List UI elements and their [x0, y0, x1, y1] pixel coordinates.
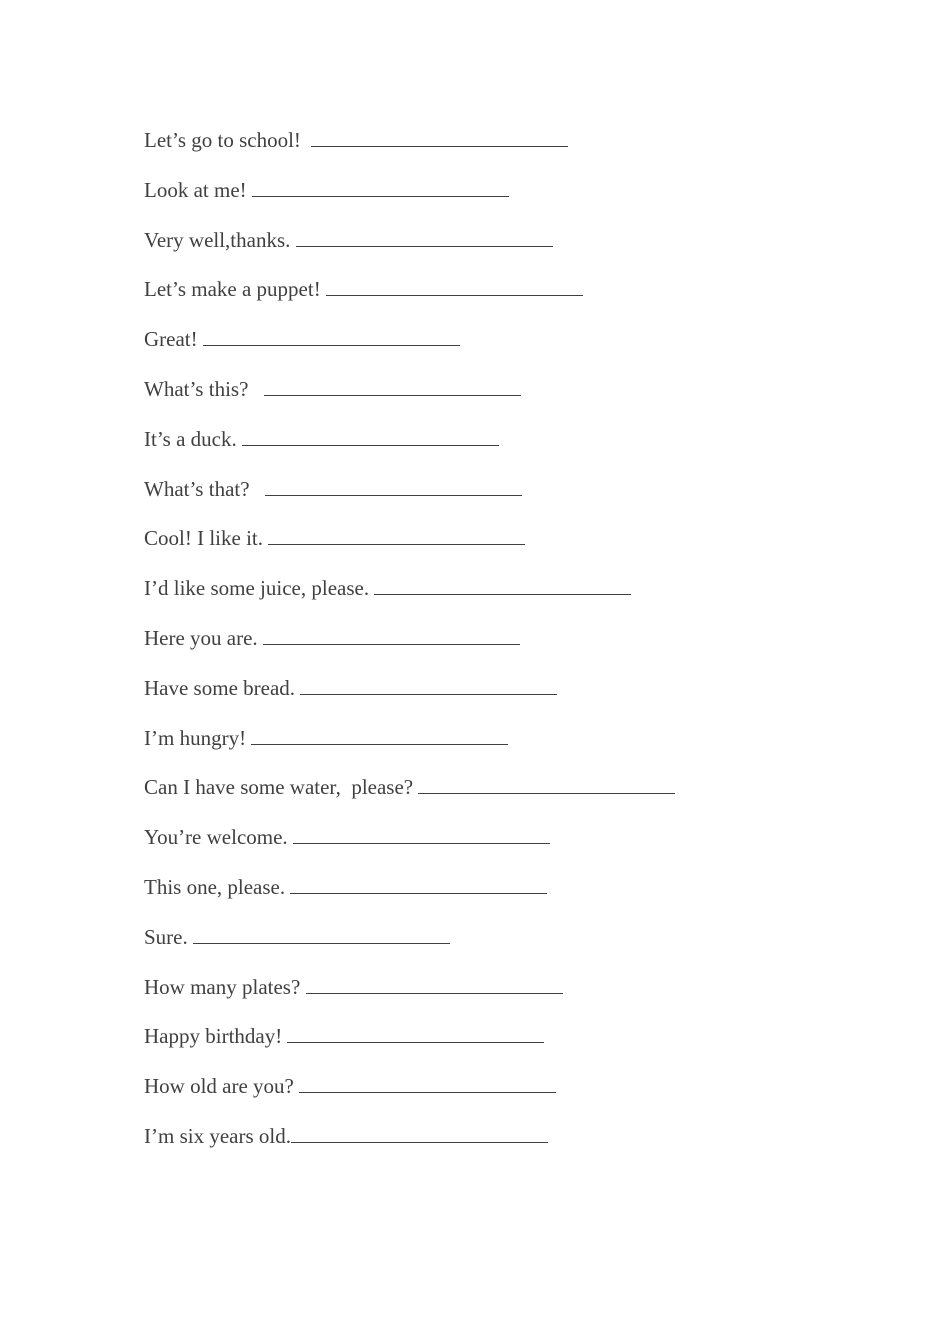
prompt-text: It’s a duck.	[144, 426, 237, 451]
exercise-line	[144, 273, 864, 323]
exercise-line	[144, 522, 864, 572]
answer-blank[interactable]	[299, 1070, 556, 1093]
prompt-text: You’re welcome.	[144, 825, 288, 850]
answer-blank[interactable]	[306, 971, 563, 994]
exercise-line	[144, 323, 864, 373]
prompt-text: Look at me!	[144, 177, 247, 202]
answer-blank[interactable]	[268, 522, 525, 545]
answer-blank[interactable]	[418, 771, 675, 794]
answer-blank[interactable]	[311, 124, 568, 147]
exercise-line	[144, 423, 864, 473]
answer-blank[interactable]	[265, 473, 522, 496]
prompt-text: Let’s go to school!	[144, 128, 301, 152]
prompt-text: What’s that?	[144, 476, 250, 501]
prompt-text: Happy birthday!	[144, 1024, 283, 1049]
prompt-text: Cool! I like it.	[144, 526, 263, 551]
answer-blank[interactable]	[296, 224, 553, 247]
exercise-line	[144, 373, 864, 423]
answer-blank[interactable]	[193, 921, 450, 944]
answer-blank[interactable]	[300, 672, 557, 695]
answer-blank[interactable]	[264, 373, 521, 396]
answer-blank[interactable]	[203, 323, 460, 346]
exercise-line	[144, 1070, 864, 1120]
prompt-text: Have some bread.	[144, 675, 296, 700]
prompt-text: How old are you?	[144, 1074, 294, 1099]
answer-blank[interactable]	[287, 1020, 544, 1043]
prompt-text: Very well,thanks.	[144, 227, 291, 252]
prompt-text: I’m six years old.	[144, 1123, 291, 1148]
exercise-line	[144, 672, 864, 722]
spacer	[250, 473, 266, 505]
exercise-line	[144, 821, 864, 871]
worksheet	[144, 124, 864, 1170]
spacer	[301, 124, 312, 156]
answer-blank[interactable]	[252, 174, 509, 197]
answer-blank[interactable]	[242, 423, 499, 446]
spacer	[248, 373, 264, 405]
prompt-text: Sure.	[144, 924, 188, 949]
exercise-line	[144, 921, 864, 971]
prompt-text: What’s this?	[144, 376, 249, 401]
exercise-line	[144, 1120, 864, 1170]
prompt-text: How many plates?	[144, 974, 301, 999]
answer-blank[interactable]	[326, 273, 583, 296]
answer-blank[interactable]	[293, 821, 550, 844]
exercise-line	[144, 871, 864, 921]
exercise-line	[144, 174, 864, 224]
prompt-text: Here you are.	[144, 625, 258, 650]
exercise-line	[144, 971, 864, 1021]
prompt-text: Great!	[144, 327, 198, 352]
exercise-line	[144, 572, 864, 622]
answer-blank[interactable]	[251, 722, 508, 745]
exercise-line	[144, 771, 864, 821]
answer-blank[interactable]	[290, 871, 547, 894]
answer-blank[interactable]	[263, 622, 520, 645]
exercise-line	[144, 473, 864, 523]
prompt-text: Can I have some water, please?	[144, 775, 414, 800]
prompt-text: I’m hungry!	[144, 725, 247, 750]
exercise-line	[144, 224, 864, 274]
prompt-text: I’d like some juice, please.	[144, 576, 370, 601]
answer-blank[interactable]	[374, 572, 631, 595]
prompt-text: This one, please.	[144, 874, 286, 899]
answer-blank[interactable]	[291, 1120, 548, 1143]
exercise-line	[144, 124, 864, 174]
exercise-line	[144, 1020, 864, 1070]
exercise-line	[144, 722, 864, 772]
prompt-text: Let’s make a puppet!	[144, 277, 321, 302]
exercise-line	[144, 622, 864, 672]
